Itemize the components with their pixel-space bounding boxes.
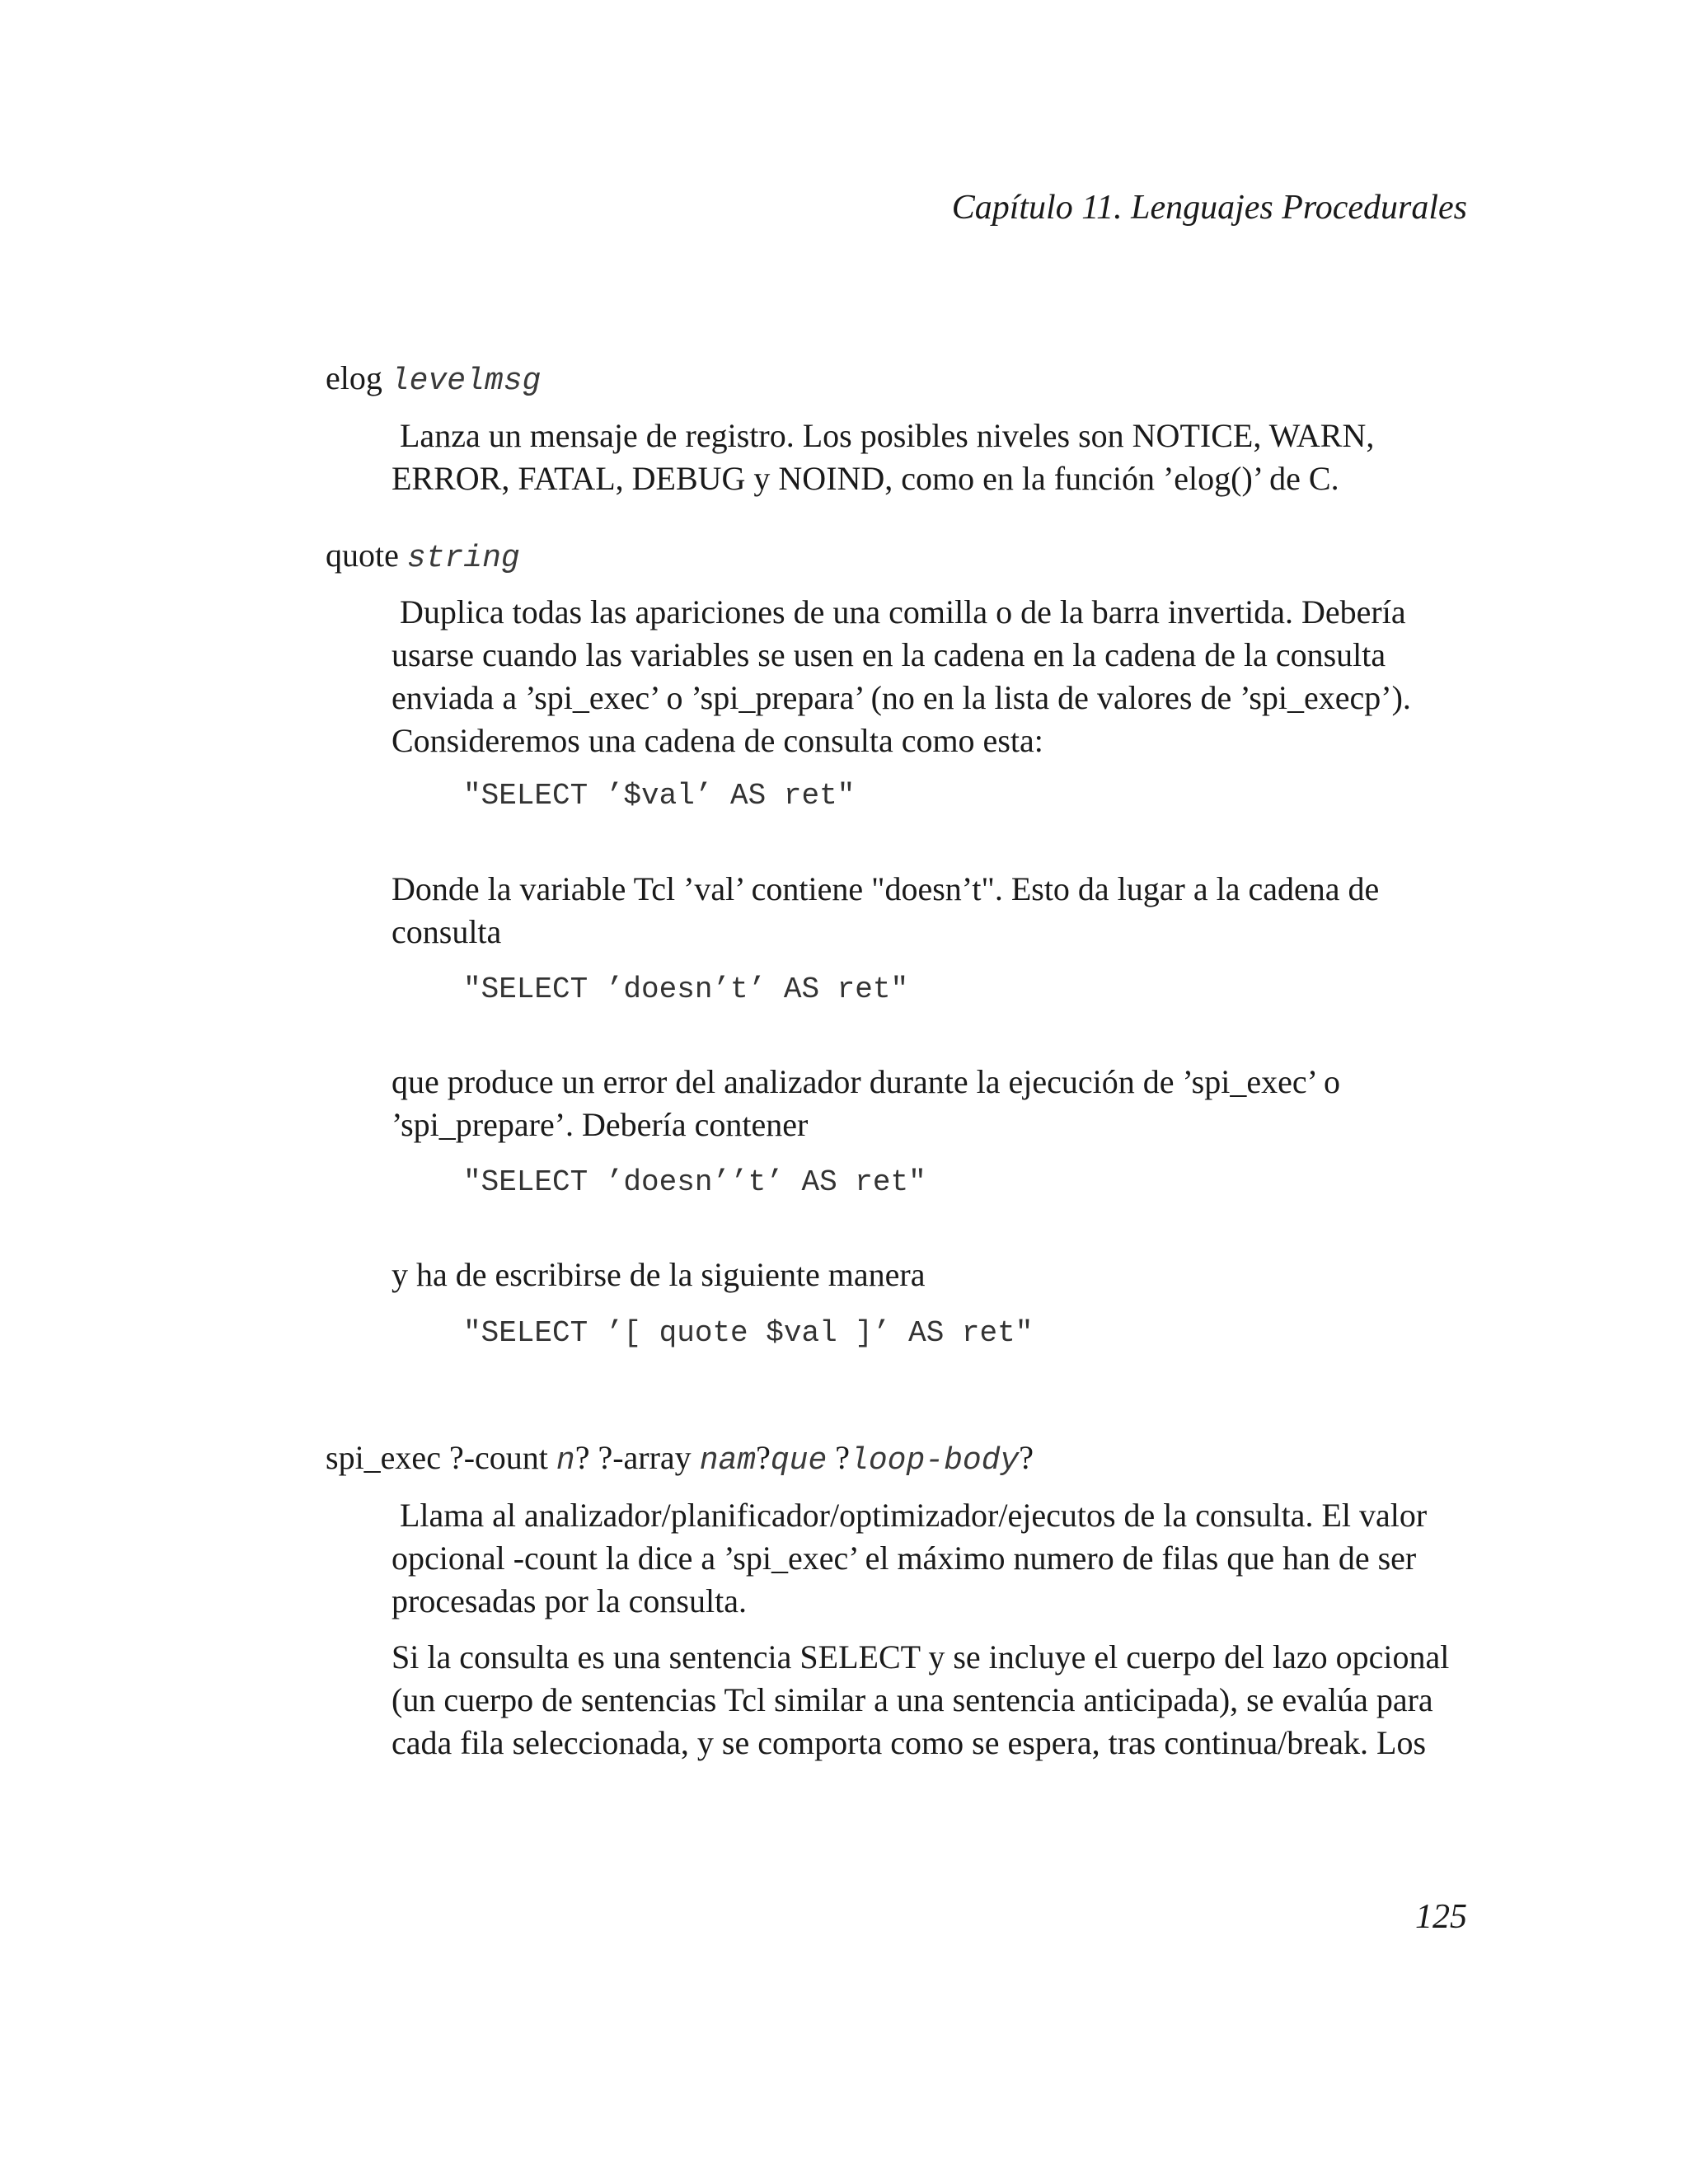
term-name: quote <box>326 537 399 574</box>
term-name: spi_exec ?-count <box>326 1439 548 1476</box>
quote-text-4: y ha de escribirse de la siguiente manera <box>392 1256 926 1293</box>
quote-text-2: Donde la variable Tcl ’val’ contiene "doesn’t". Esto da lugar a la cadena de consulta <box>392 870 1380 950</box>
page-number: 125 <box>1415 1898 1467 1936</box>
quote-description: Duplica todas las apariciones de una comilla o de la barra invertida. Debería usarse cuando las variables se usen en la cadena en la cadena de la consulta enviada a ’spi_exec’ o ’spi_prepara’ (no en la lista de valores de ’spi_execp’). Consideremos una cadena de consulta como esta: <box>392 593 1411 759</box>
term-spi-exec <box>326 1438 1034 1479</box>
term-arg-loop-body: loop-body <box>850 1443 1020 1479</box>
term-sep-2: ? <box>756 1439 771 1476</box>
quote-text-3: que produce un error del analizador durante la ejecución de ’spi_exec’ o ’spi_prepare’. Debería contener <box>392 1063 1340 1143</box>
term-sep-1: ? ?-array <box>574 1439 692 1476</box>
term-name: elog <box>326 359 382 396</box>
spi-exec-description-2: Si la consulta es una sentencia SELECT y se incluye el cuerpo del lazo opcional (un cuerpo de sentencias Tcl similar a una sentencia anticipada), se evalúa para cada fila seleccionada, y se comporta como se espera, tras continua/break. Los <box>392 1638 1450 1761</box>
code-example-3: "SELECT ’doesn’’t’ AS ret" <box>463 1165 926 1199</box>
term-elog <box>326 359 541 399</box>
running-header: Capítulo 11. Lenguajes Procedurales <box>951 189 1467 227</box>
term-arg-msg: msg <box>484 363 542 399</box>
term-sep-3: ? <box>827 1439 851 1476</box>
term-arg-n: n <box>556 1443 575 1479</box>
term-quote <box>326 536 520 576</box>
term-arg-string: string <box>406 541 520 576</box>
code-example-4: "SELECT ’[ quote $val ]’ AS ret" <box>463 1316 1034 1350</box>
code-example-1: "SELECT ’$val’ AS ret" <box>463 779 856 813</box>
term-sep-4: ? <box>1019 1439 1034 1476</box>
term-arg-que: que <box>770 1443 828 1479</box>
elog-description: Lanza un mensaje de registro. Los posibles niveles son NOTICE, WARN, ERROR, FATAL, DEBUG y NOIND, como en la función ’elog()’ de C. <box>392 417 1375 497</box>
term-arg-nam: nam <box>699 1443 757 1479</box>
term-arg-level: level <box>390 363 485 399</box>
code-example-2: "SELECT ’doesn’t’ AS ret" <box>463 972 909 1006</box>
spi-exec-description: Llama al analizador/planificador/optimizador/ejecutos de la consulta. El valor opcional -count la dice a ’spi_exec’ el máximo numero de filas que han de ser procesadas por la consulta. <box>392 1497 1428 1619</box>
